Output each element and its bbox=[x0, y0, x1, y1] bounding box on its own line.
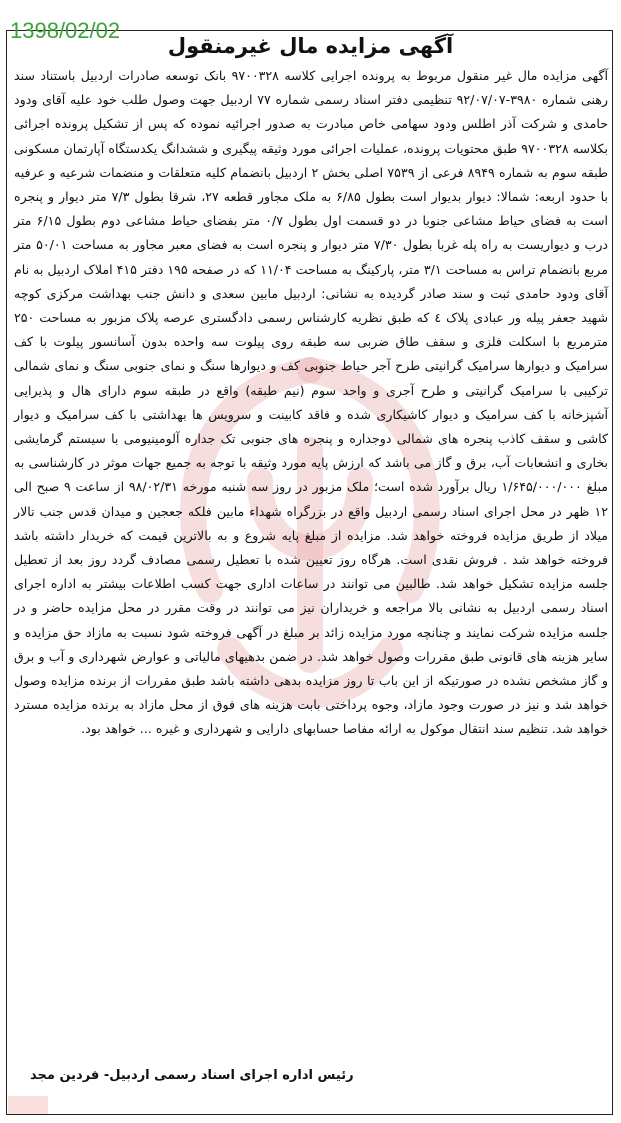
signature-line bbox=[30, 1068, 590, 1083]
notice-title: آگهی مزایده مال غیرمنقول bbox=[167, 34, 454, 58]
corner-stamp-mark bbox=[8, 1096, 48, 1114]
publication-date: 1398/02/02 bbox=[10, 18, 121, 43]
signature-text: رئیس اداره اجرای اسناد رسمی اردبیل- فردین مجد bbox=[30, 1068, 354, 1083]
notice-body: آگهی مزایده مال غیر منقول مربوط به پرونده اجرایی کلاسه ۹۷۰۰۳۲۸ بانک توسعه صادرات اردبیل باستناد سند رهنی شماره ۳۹۸۰-۹۲/۰۷/۰۷ تنظیمی دفتر اسناد رسمی شماره ۷۷ اردبیل جهت وصول طلب خود علیه آقای ودود حامدی و شرکت آذر اطلس ودود سهامی خاص مبادرت به صدور اجرائیه نموده که پس از تشکیل پرونده اجرائی بکلاسه ۹۷۰۰۳۲۸ طبق محتویات پرونده، عملیات اجرائی مورد وثیقه پیگیری و ششدانگ یکدستگاه آپارتمان مسکونی طبقه سوم به شماره ۸۹۴۹ فرعی از ۷۵۳۹ اصلی بخش ۲ اردبیل بانضمام کلیه متعلقات و منضمات شرعیه و عرفیه با حدود اربعه: شمالا: دیوار بدیوار است بطول ۶/۸۵ به ملک مجاور قطعه ۲۷، شرقا بطول ۷/۳ متر دیوار و پنجره است به فضای حیاط مشاعی جنوبا در دو قسمت اول بطول ۰/۷ متر بفضای حیاط مشاعی دوم بطول ۶/۱۵ متر درب و دیواریست به راه پله غربا بطول ۷/۳۰ متر دیوار و پنجره است به فضای معبر مجاور به مساحت ۵۰/۰۱ متر مربع بانضمام تراس به مساحت ۳/۱ متر، پارکینگ به مساحت ۱۱/۰۴ که در صفحه ۱۹۵ دفتر ۴۱۵ املاک اردبیل به نام آقای ودود حامدی ثبت و سند صادر گردیده به نشانی: اردبیل مابین سعدی و دانش جنب بهداشت مرکزی کوچه شهید جعفر پیله ور عبادی پلاک ٤ که طبق نظریه کارشناس رسمی دادگستری عرصه پلاک مزبور به مساحت ۲۵۰ مترمربع با اسکلت فلزی و سقف طاق ضربی سه طبقه روی پیلوت سه واحده بدون آسانسور پیلوت با کف سرامیک و دیوارها سرامیک گرانیتی طرح آجر حیاط جنوبی کف و دیوارها سنگ و نمای جنوبی سنگ و نمای شمالی ترکیبی با سرامیک گرانیتی و طرح آجری و واحد سوم (نیم طبقه) واقع در طبقه سوم دارای هال و پذیرایی آشپزخانه با کف سرامیک و دیوار کاشیکاری شده و فاقد کابینت و سرویس ها بهداشتی با کف سرامیک و دیوار کاشی و سقف کاذب پنجره های شمالی دوجداره و پنجره های جنوبی تک جداره آلومینیومی با سیستم گرمایشی بخاری و انشعابات آب، برق و گاز می باشد که ارزش پایه مورد وثیقه با توجه به جمیع جهات موثر در کارشناسی به مبلغ ۱/۶۴۵/۰۰۰/۰۰۰ ریال برآورد شده است؛ ملک مزبور در روز سه شنبه مورخه ۹۸/۰۲/۳۱ از ساعت ۹ صبح الی ۱۲ ظهر در محل اجرای اسناد رسمی اردبیل واقع در بزرگراه شهداء مابین فلکه جعجین و میدان قدس جنب تالار میلاد از طریق مزایده فروخته خواهد شد. مزایده از مبلغ پایه شروع و به بالاترین قیمت که خریدار داشته باشد فروخته خواهد شد . فروش نقدی است. هرگاه روز تعیین شده با تعطیل رسمی مصادف گردد روز بعد از تعطیل جلسه مزایده تشکیل خواهد شد. طالبین می توانند در ساعات اداری جهت کسب اطلاعات بیشتر به اداره اجرای اسناد رسمی اردبیل به نشانی بالا مراجعه و خریداران نیز می توانند در وقت مقرر در محل مزایده حاضر و در جلسه مزایده شرکت نمایند و چنانچه مورد مزایده زائد بر مبلغ در آگهی فروخته شود نسبت به مازاد حق مزایده و سایر هزینه های قانونی طبق مقررات وصول خواهد شد. در ضمن بدهیهای مالیاتی و عوارض شهرداری و آب و برق و گاز مشخص نشده در صورتیکه از این باب تا روز مزایده بدهی داشته باشد طبق مقررات از برنده مزایده وصول خواهد شد و نیز در صورت وجود مازاد، وجوه پرداختی بابت هزینه های فوق از محل مازاد به برنده مزایده مسترد خواهد شد. تنظیم سند انتقال موکول به ارائه مفاصا حسابهای دارایی و شهرداری و غیره ... خواهد بود. bbox=[14, 68, 609, 737]
